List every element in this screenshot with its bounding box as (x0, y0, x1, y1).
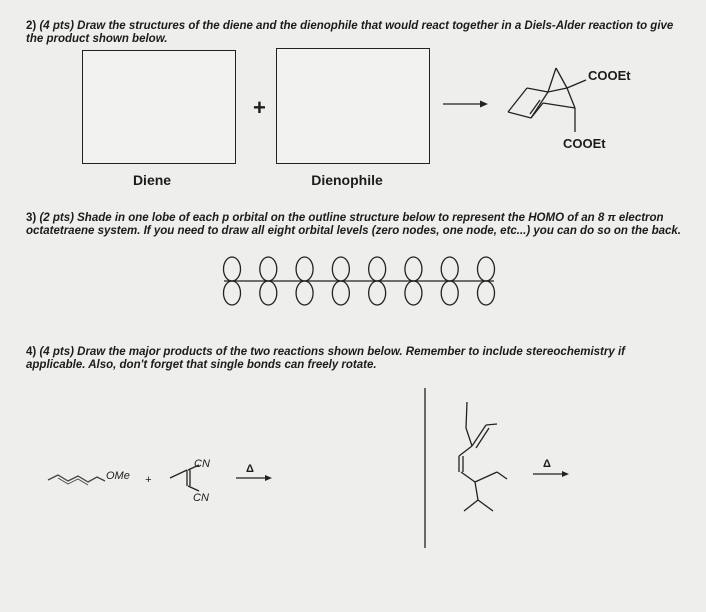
p-orbital-bottom-lobe[interactable] (260, 281, 277, 305)
triene-structure (459, 402, 507, 511)
p-orbital-top-lobe[interactable] (441, 257, 458, 281)
p-orbital-top-lobe[interactable] (332, 257, 349, 281)
question-4-number: 4) (26, 346, 37, 358)
p-orbital-bottom-lobe[interactable] (405, 281, 422, 305)
p-orbital-row (224, 257, 495, 305)
p-orbital-top-lobe[interactable] (224, 257, 241, 281)
dicyano-alkene-structure (170, 465, 199, 491)
reaction-arrow (443, 101, 488, 108)
plus-sign: + (253, 95, 266, 120)
diene-label: Diene (132, 172, 172, 188)
p-orbital-top-lobe[interactable] (296, 257, 313, 281)
product-cooet-top-label: COOEt (588, 68, 631, 83)
p-orbital-bottom-lobe[interactable] (296, 281, 313, 305)
reaction2-heat-symbol: Δ (543, 458, 551, 470)
question-2-number: 2) (26, 20, 37, 32)
p-orbital-bottom-lobe[interactable] (478, 281, 495, 305)
p-orbital-bottom-lobe[interactable] (369, 281, 386, 305)
reaction1-arrow (236, 475, 272, 481)
ome-label: OMe (106, 470, 130, 482)
reaction2-arrow (533, 471, 569, 477)
product-cooet-bottom-label: COOEt (563, 136, 606, 151)
p-orbital-bottom-lobe[interactable] (332, 281, 349, 305)
norbornene-product-structure (508, 68, 586, 132)
cn-bottom-label: CN (193, 492, 209, 504)
p-orbital-top-lobe[interactable] (478, 257, 495, 281)
p-orbital-top-lobe[interactable] (260, 257, 277, 281)
reaction1-plus-sign: + (145, 474, 152, 486)
question-2-text: (4 pts) Draw the structures of the diene and the dienophile that would react together in a Diels-Alder reaction to give the product shown below. (26, 20, 674, 45)
question-3-text: (2 pts) Shade in one lobe of each p orbital on the outline structure below to represent the HOMO of an 8 π electron octatetraene system. If you need to draw all eight orbital levels (zero nodes, one node, etc...) you can do so on the back. (26, 212, 682, 237)
dienophile-label: Dienophile (311, 172, 383, 188)
p-orbital-top-lobe[interactable] (405, 257, 422, 281)
methoxy-diene-structure (48, 475, 105, 485)
p-orbital-bottom-lobe[interactable] (441, 281, 458, 305)
cn-top-label: CN (194, 458, 210, 470)
reaction1-heat-symbol: Δ (246, 463, 254, 475)
p-orbital-bottom-lobe[interactable] (224, 281, 241, 305)
question-3-number: 3) (26, 212, 37, 224)
question-4-text: (4 pts) Draw the major products of the two reactions shown below. Remember to include stereochemistry if applicable. Also, don't forget that single bonds can freely rotate. (26, 346, 625, 371)
p-orbital-top-lobe[interactable] (369, 257, 386, 281)
